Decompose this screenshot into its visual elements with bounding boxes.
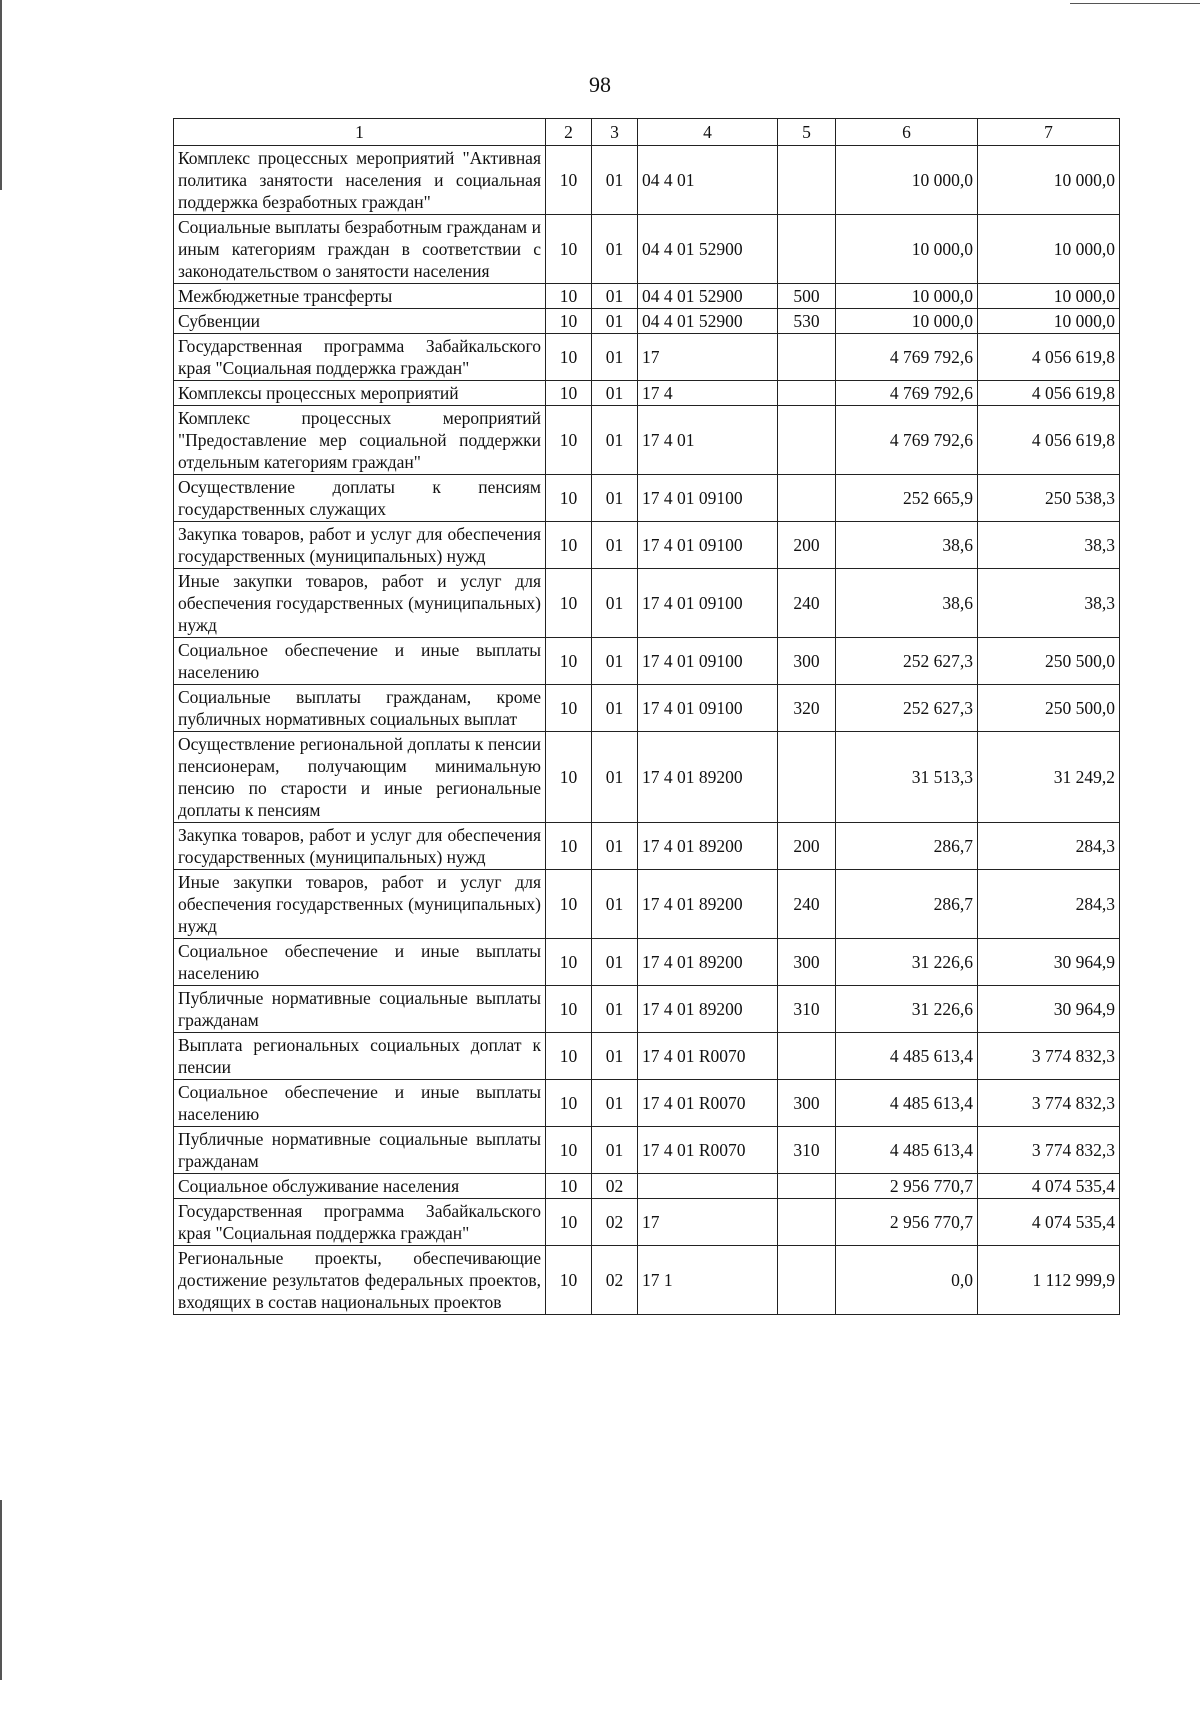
expense-type-cell [778,1033,836,1080]
row-name-cell: Публичные нормативные социальные выплаты гражданам [174,1127,546,1174]
table-row [174,638,1120,685]
row-name-cell: Осуществление доплаты к пенсиям государственных служащих [174,475,546,522]
target-article-cell: 17 4 01 09100 [638,685,778,732]
row-name-cell: Социальное обеспечение и иные выплаты населению [174,939,546,986]
row-name-cell: Иные закупки товаров, работ и услуг для обеспечения государственных (муниципальных) нужд [174,569,546,638]
target-article-cell: 17 [638,1199,778,1246]
podrazdel-cell: 01 [592,569,638,638]
amount-year2-cell: 10 000,0 [978,284,1120,309]
amount-year2-cell: 10 000,0 [978,309,1120,334]
amount-year1-cell: 38,6 [836,522,978,569]
table-row [174,870,1120,939]
target-article-cell: 17 4 01 89200 [638,823,778,870]
expense-type-cell: 240 [778,569,836,638]
row-name-cell: Закупка товаров, работ и услуг для обеспечения государственных (муниципальных) нужд [174,522,546,569]
table-row [174,284,1120,309]
razdel-cell: 10 [546,986,592,1033]
target-article-cell [638,1174,778,1199]
scan-edge-line-right [1070,3,1200,4]
razdel-cell: 10 [546,1033,592,1080]
podrazdel-cell: 01 [592,381,638,406]
row-name-cell: Государственная программа Забайкальского края "Социальная поддержка граждан" [174,1199,546,1246]
target-article-cell: 17 4 01 89200 [638,732,778,823]
table-row [174,823,1120,870]
table-row [174,406,1120,475]
expense-type-cell: 300 [778,638,836,685]
razdel-cell: 10 [546,732,592,823]
amount-year2-cell: 250 500,0 [978,638,1120,685]
expense-type-cell: 200 [778,522,836,569]
target-article-cell: 17 4 01 09100 [638,475,778,522]
table-row [174,1246,1120,1315]
scan-edge-line-bottom [0,1500,2,1680]
amount-year2-cell: 3 774 832,3 [978,1033,1120,1080]
amount-year2-cell: 1 112 999,9 [978,1246,1120,1315]
table-row [174,475,1120,522]
expense-type-cell: 530 [778,309,836,334]
expense-type-cell [778,1174,836,1199]
table-row [174,1080,1120,1127]
table-row [174,569,1120,638]
target-article-cell: 04 4 01 [638,146,778,215]
table-row [174,146,1120,215]
column-header: 2 [546,119,592,146]
amount-year1-cell: 4 769 792,6 [836,381,978,406]
target-article-cell: 04 4 01 52900 [638,309,778,334]
podrazdel-cell: 01 [592,406,638,475]
target-article-cell: 17 1 [638,1246,778,1315]
expense-type-cell: 320 [778,685,836,732]
amount-year2-cell: 284,3 [978,823,1120,870]
razdel-cell: 10 [546,381,592,406]
expense-type-cell [778,1199,836,1246]
amount-year2-cell: 3 774 832,3 [978,1127,1120,1174]
amount-year2-cell: 30 964,9 [978,939,1120,986]
column-header: 1 [174,119,546,146]
amount-year1-cell: 4 485 613,4 [836,1080,978,1127]
row-name-cell: Региональные проекты, обеспечивающие достижение результатов федеральных проектов, входящих в состав национальных проектов [174,1246,546,1315]
amount-year1-cell: 10 000,0 [836,215,978,284]
expense-type-cell: 200 [778,823,836,870]
razdel-cell: 10 [546,1174,592,1199]
page-number: 98 [589,72,611,97]
row-name-cell: Социальное обеспечение и иные выплаты населению [174,1080,546,1127]
amount-year2-cell: 38,3 [978,569,1120,638]
expense-type-cell: 310 [778,1127,836,1174]
expense-type-cell [778,1246,836,1315]
amount-year1-cell: 286,7 [836,823,978,870]
amount-year1-cell: 10 000,0 [836,309,978,334]
amount-year2-cell: 4 056 619,8 [978,334,1120,381]
podrazdel-cell: 02 [592,1246,638,1315]
amount-year2-cell: 250 538,3 [978,475,1120,522]
razdel-cell: 10 [546,1127,592,1174]
amount-year2-cell: 4 056 619,8 [978,406,1120,475]
razdel-cell: 10 [546,146,592,215]
amount-year2-cell: 250 500,0 [978,685,1120,732]
amount-year2-cell: 3 774 832,3 [978,1080,1120,1127]
target-article-cell: 17 4 01 09100 [638,569,778,638]
razdel-cell: 10 [546,334,592,381]
column-header: 6 [836,119,978,146]
razdel-cell: 10 [546,1246,592,1315]
razdel-cell: 10 [546,1199,592,1246]
podrazdel-cell: 02 [592,1199,638,1246]
razdel-cell: 10 [546,1080,592,1127]
podrazdel-cell: 01 [592,284,638,309]
amount-year2-cell: 284,3 [978,870,1120,939]
table-row [174,1174,1120,1199]
row-name-cell: Социальное обслуживание населения [174,1174,546,1199]
target-article-cell: 17 4 01 09100 [638,638,778,685]
target-article-cell: 17 4 01 [638,406,778,475]
column-header: 3 [592,119,638,146]
row-name-cell: Осуществление региональной доплаты к пенсии пенсионерам, получающим минимальную пенсию по старости и иные региональные доплаты к пенсиям [174,732,546,823]
razdel-cell: 10 [546,522,592,569]
amount-year1-cell: 4 769 792,6 [836,334,978,381]
table-row [174,215,1120,284]
column-header: 5 [778,119,836,146]
expense-type-cell: 300 [778,939,836,986]
amount-year1-cell: 4 485 613,4 [836,1033,978,1080]
amount-year1-cell: 2 956 770,7 [836,1174,978,1199]
amount-year2-cell: 4 074 535,4 [978,1174,1120,1199]
table-row [174,1127,1120,1174]
table-row [174,334,1120,381]
row-name-cell: Субвенции [174,309,546,334]
podrazdel-cell: 01 [592,1127,638,1174]
podrazdel-cell: 01 [592,685,638,732]
row-name-cell: Социальные выплаты безработным гражданам и иным категориям граждан в соответствии с законодательством о занятости населения [174,215,546,284]
amount-year2-cell: 30 964,9 [978,986,1120,1033]
podrazdel-cell: 01 [592,870,638,939]
expense-type-cell [778,732,836,823]
amount-year1-cell: 31 226,6 [836,939,978,986]
target-article-cell: 04 4 01 52900 [638,215,778,284]
podrazdel-cell: 01 [592,146,638,215]
row-name-cell: Комплексы процессных мероприятий [174,381,546,406]
razdel-cell: 10 [546,685,592,732]
podrazdel-cell: 01 [592,986,638,1033]
amount-year1-cell: 31 513,3 [836,732,978,823]
razdel-cell: 10 [546,215,592,284]
expense-type-cell [778,334,836,381]
razdel-cell: 10 [546,638,592,685]
expense-type-cell: 500 [778,284,836,309]
podrazdel-cell: 01 [592,215,638,284]
target-article-cell: 04 4 01 52900 [638,284,778,309]
razdel-cell: 10 [546,475,592,522]
expense-type-cell [778,475,836,522]
amount-year1-cell: 252 627,3 [836,685,978,732]
column-header: 7 [978,119,1120,146]
razdel-cell: 10 [546,569,592,638]
expense-type-cell [778,406,836,475]
amount-year1-cell: 286,7 [836,870,978,939]
target-article-cell: 17 4 01 R0070 [638,1080,778,1127]
table-row [174,939,1120,986]
podrazdel-cell: 01 [592,522,638,569]
razdel-cell: 10 [546,870,592,939]
amount-year1-cell: 10 000,0 [836,146,978,215]
row-name-cell: Комплекс процессных мероприятий "Активная политика занятости населения и социальная поддержка безработных граждан" [174,146,546,215]
razdel-cell: 10 [546,309,592,334]
table-row [174,309,1120,334]
expense-type-cell: 310 [778,986,836,1033]
razdel-cell: 10 [546,939,592,986]
target-article-cell: 17 4 01 89200 [638,939,778,986]
podrazdel-cell: 01 [592,638,638,685]
table-header-row [174,119,1120,146]
razdel-cell: 10 [546,284,592,309]
target-article-cell: 17 4 01 R0070 [638,1033,778,1080]
row-name-cell: Межбюджетные трансферты [174,284,546,309]
amount-year2-cell: 31 249,2 [978,732,1120,823]
amount-year2-cell: 10 000,0 [978,146,1120,215]
row-name-cell: Закупка товаров, работ и услуг для обеспечения государственных (муниципальных) нужд [174,823,546,870]
amount-year1-cell: 252 665,9 [836,475,978,522]
podrazdel-cell: 01 [592,334,638,381]
table-row [174,522,1120,569]
row-name-cell: Социальные выплаты гражданам, кроме публичных нормативных социальных выплат [174,685,546,732]
target-article-cell: 17 4 01 09100 [638,522,778,569]
podrazdel-cell: 02 [592,1174,638,1199]
expense-type-cell: 240 [778,870,836,939]
amount-year1-cell: 4 485 613,4 [836,1127,978,1174]
table-row [174,1199,1120,1246]
target-article-cell: 17 4 01 89200 [638,870,778,939]
target-article-cell: 17 4 01 R0070 [638,1127,778,1174]
expense-type-cell [778,146,836,215]
podrazdel-cell: 01 [592,309,638,334]
podrazdel-cell: 01 [592,1080,638,1127]
budget-table [173,118,1120,1315]
table-row [174,732,1120,823]
expense-type-cell: 300 [778,1080,836,1127]
amount-year1-cell: 2 956 770,7 [836,1199,978,1246]
target-article-cell: 17 4 [638,381,778,406]
amount-year1-cell: 10 000,0 [836,284,978,309]
podrazdel-cell: 01 [592,823,638,870]
target-article-cell: 17 [638,334,778,381]
table-row [174,381,1120,406]
table-row [174,986,1120,1033]
row-name-cell: Социальное обеспечение и иные выплаты населению [174,638,546,685]
podrazdel-cell: 01 [592,1033,638,1080]
razdel-cell: 10 [546,823,592,870]
row-name-cell: Выплата региональных социальных доплат к пенсии [174,1033,546,1080]
amount-year2-cell: 38,3 [978,522,1120,569]
row-name-cell: Комплекс процессных мероприятий "Предоставление мер социальной поддержки отдельным категориям граждан" [174,406,546,475]
amount-year1-cell: 4 769 792,6 [836,406,978,475]
row-name-cell: Государственная программа Забайкальского края "Социальная поддержка граждан" [174,334,546,381]
podrazdel-cell: 01 [592,732,638,823]
podrazdel-cell: 01 [592,939,638,986]
amount-year1-cell: 38,6 [836,569,978,638]
row-name-cell: Иные закупки товаров, работ и услуг для обеспечения государственных (муниципальных) нужд [174,870,546,939]
expense-type-cell [778,381,836,406]
amount-year2-cell: 4 074 535,4 [978,1199,1120,1246]
amount-year1-cell: 0,0 [836,1246,978,1315]
amount-year2-cell: 10 000,0 [978,215,1120,284]
table-row [174,1033,1120,1080]
amount-year1-cell: 252 627,3 [836,638,978,685]
podrazdel-cell: 01 [592,475,638,522]
target-article-cell: 17 4 01 89200 [638,986,778,1033]
razdel-cell: 10 [546,406,592,475]
amount-year1-cell: 31 226,6 [836,986,978,1033]
expense-type-cell [778,215,836,284]
column-header: 4 [638,119,778,146]
amount-year2-cell: 4 056 619,8 [978,381,1120,406]
table-row [174,685,1120,732]
row-name-cell: Публичные нормативные социальные выплаты гражданам [174,986,546,1033]
